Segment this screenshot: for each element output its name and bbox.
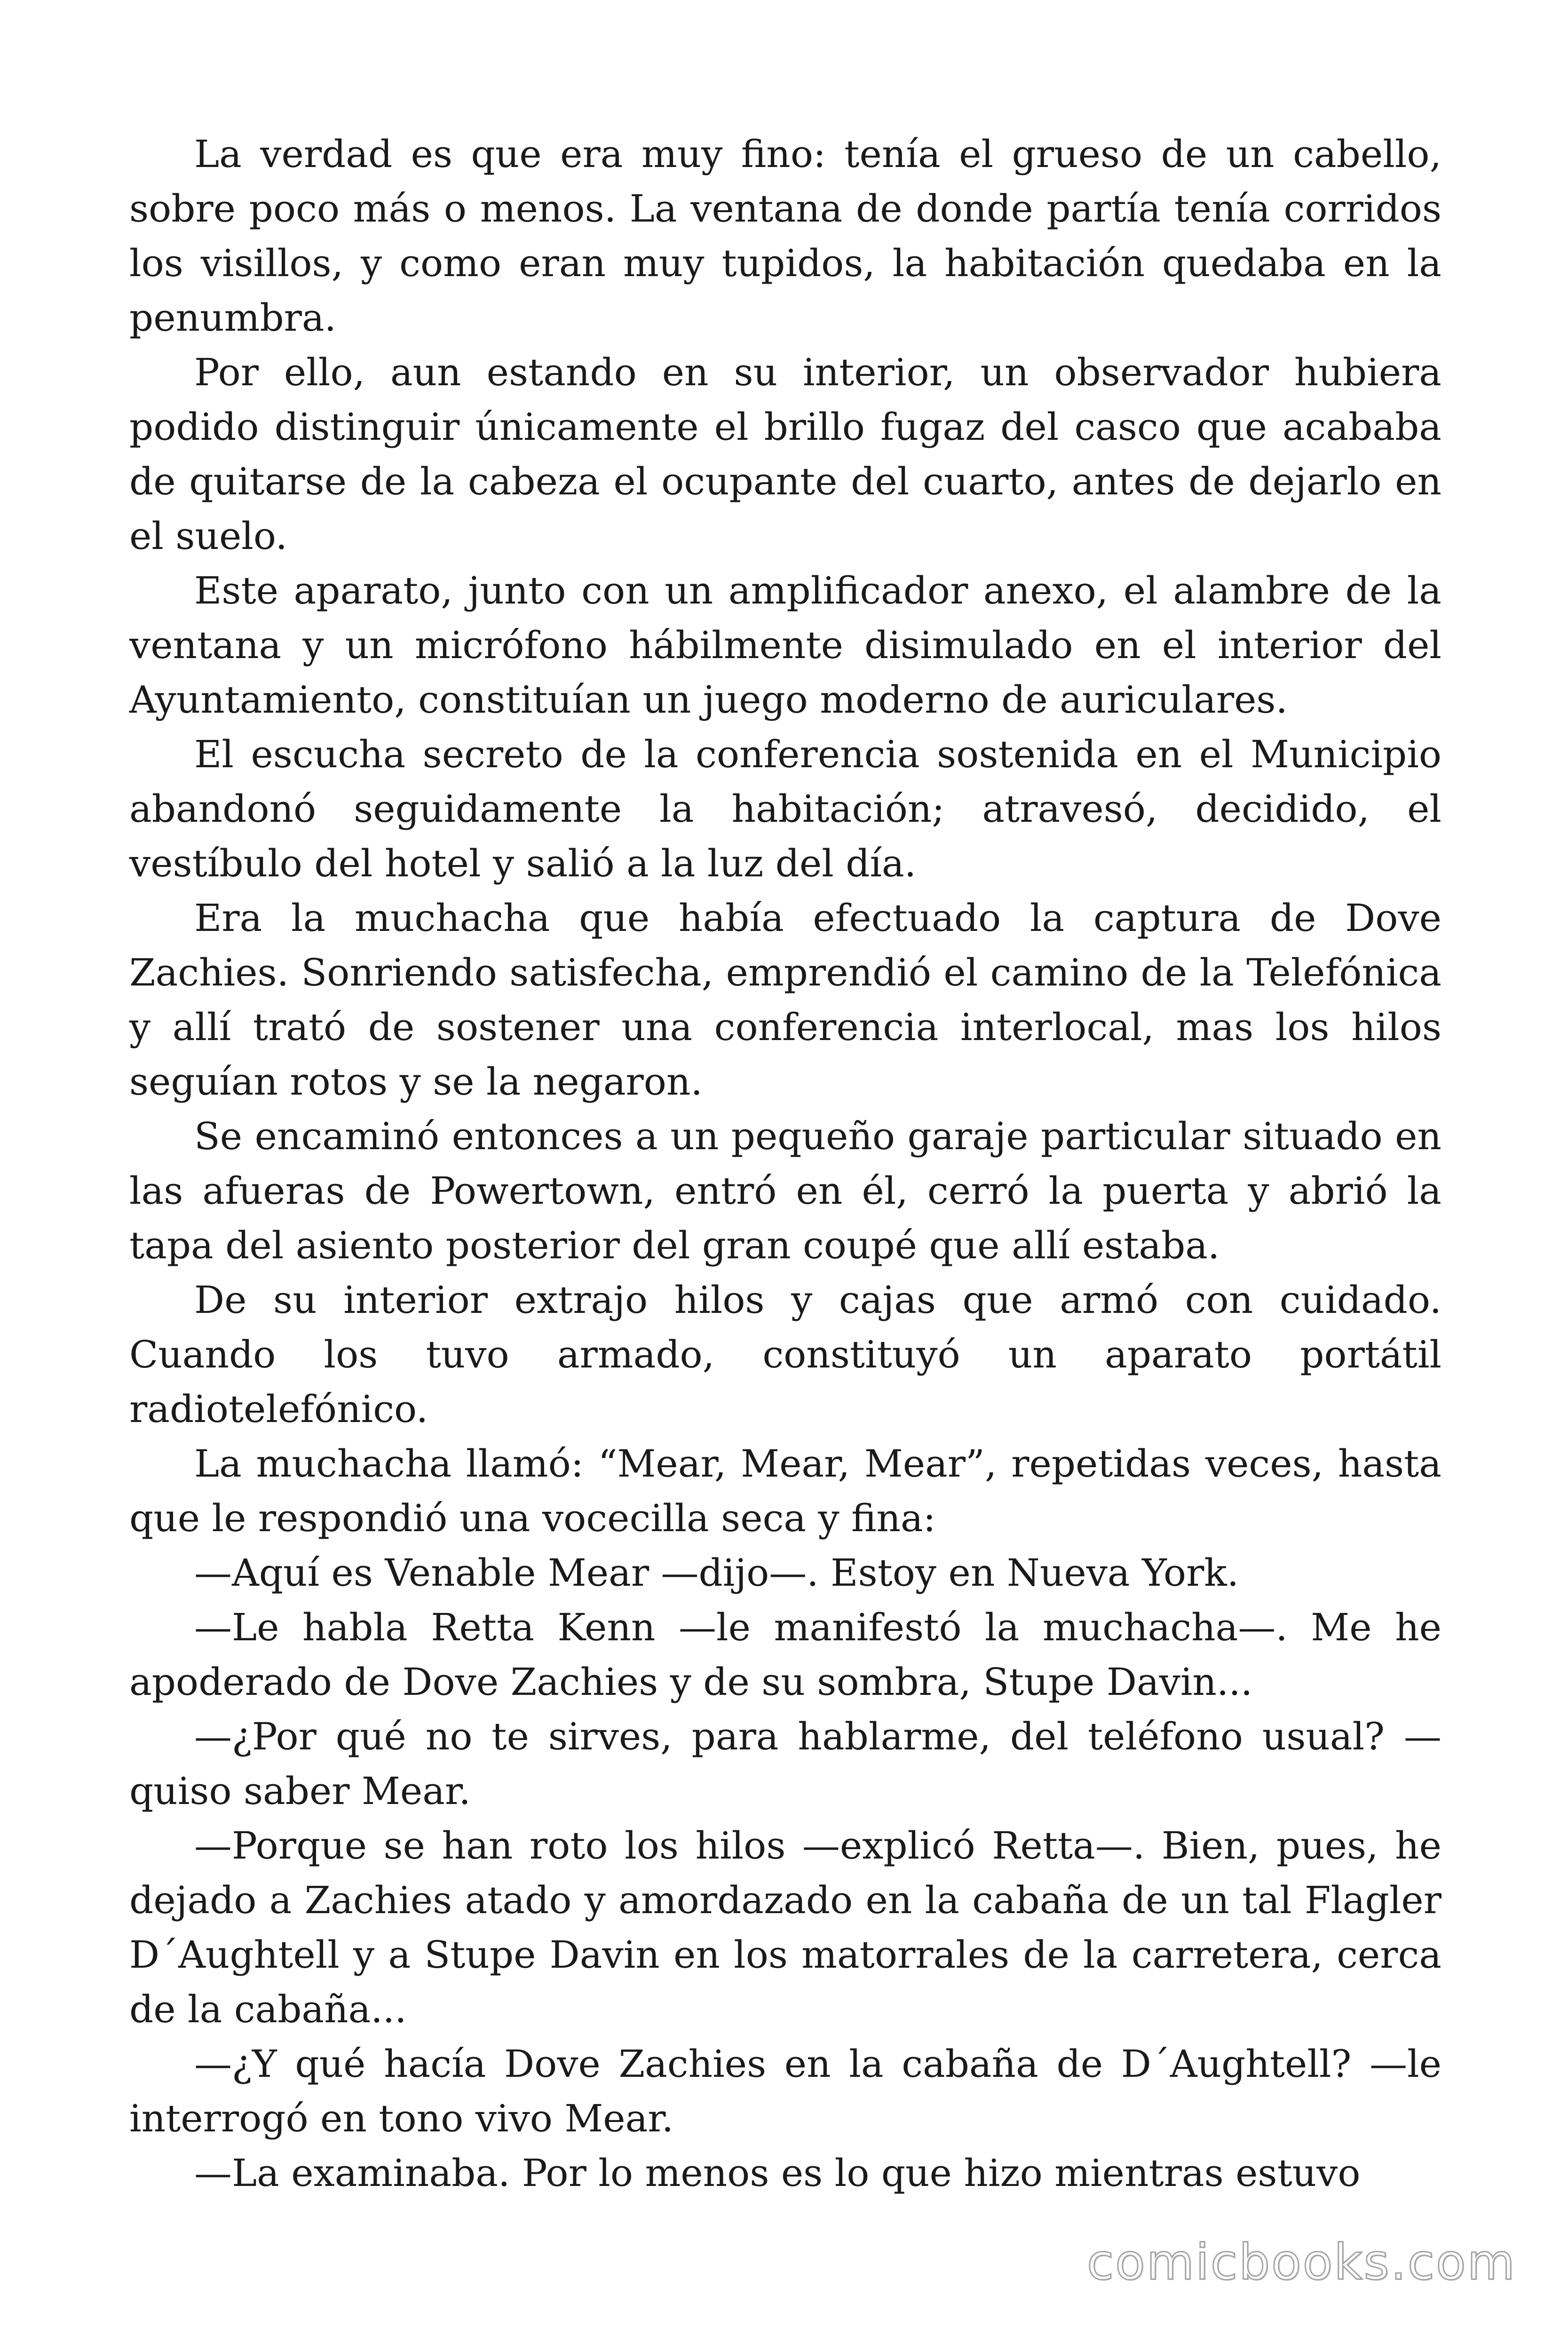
paragraph: —¿Y qué hacía Dove Zachies en la cabaña de D´Aughtell? —le interrogó en tono vivo Mear.	[129, 2042, 1441, 2140]
paragraph: La muchacha llamó: “Mear, Mear, Mear”, repetidas veces, hasta que le respondió una vocecilla seca y fina:	[129, 1442, 1441, 1540]
paragraph: —¿Por qué no te sirves, para hablarme, del teléfono usual? —quiso saber Mear.	[129, 1715, 1441, 1813]
paragraph: Era la muchacha que había efectuado la captura de Dove Zachies. Sonriendo satisfecha, emprendió el camino de la Telefónica y allí trató de sostener una conferencia interlocal, mas los hilos seguían rotos y se la negaron.	[129, 896, 1441, 1104]
body-text	[129, 127, 1441, 2201]
paragraph: Por ello, aun estando en su interior, un observador hubiera podido distinguir únicamente el brillo fugaz del casco que acababa de quitarse de la cabeza el ocupante del cuarto, antes de dejarlo en el suelo.	[129, 350, 1441, 558]
paragraph: —Aquí es Venable Mear —dijo—. Estoy en Nueva York.	[194, 1551, 1239, 1595]
paragraph: Este aparato, junto con un amplificador anexo, el alambre de la ventana y un micrófono hábilmente disimulado en el interior del Ayuntamiento, constituían un juego moderno de auriculares.	[129, 569, 1441, 722]
paragraph: La verdad es que era muy fino: tenía el grueso de un cabello, sobre poco más o menos. La ventana de donde partía tenía corridos los visillos, y como eran muy tupidos, la habitación quedaba en la penumbra.	[129, 132, 1441, 340]
site-watermark: comicbooks.com	[1086, 2233, 1516, 2291]
paragraph: —Porque se han roto los hilos —explicó Retta—. Bien, pues, he dejado a Zachies atado y amordazado en la cabaña de un tal Flagler D´Aughtell y a Stupe Davin en los matorrales de la carretera, cerca de la cabaña...	[129, 1824, 1441, 2031]
paragraph: El escucha secreto de la conferencia sostenida en el Municipio abandonó seguidamente la habitación; atravesó, decidido, el vestíbulo del hotel y salió a la luz del día.	[129, 732, 1441, 885]
paragraph: Se encaminó entonces a un pequeño garaje particular situado en las afueras de Powertown, entró en él, cerró la puerta y abrió la tapa del asiento posterior del gran coupé que allí estaba.	[129, 1114, 1441, 1267]
paragraph: De su interior extrajo hilos y cajas que armó con cuidado. Cuando los tuvo armado, constituyó un aparato portátil radiotelefónico.	[129, 1278, 1441, 1431]
paragraph: —La examinaba. Por lo menos es lo que hizo mientras estuvo	[194, 2151, 1361, 2195]
paragraph: —Le habla Retta Kenn —le manifestó la muchacha—. Me he apoderado de Dove Zachies y de su sombra, Stupe Davin...	[129, 1605, 1441, 1704]
